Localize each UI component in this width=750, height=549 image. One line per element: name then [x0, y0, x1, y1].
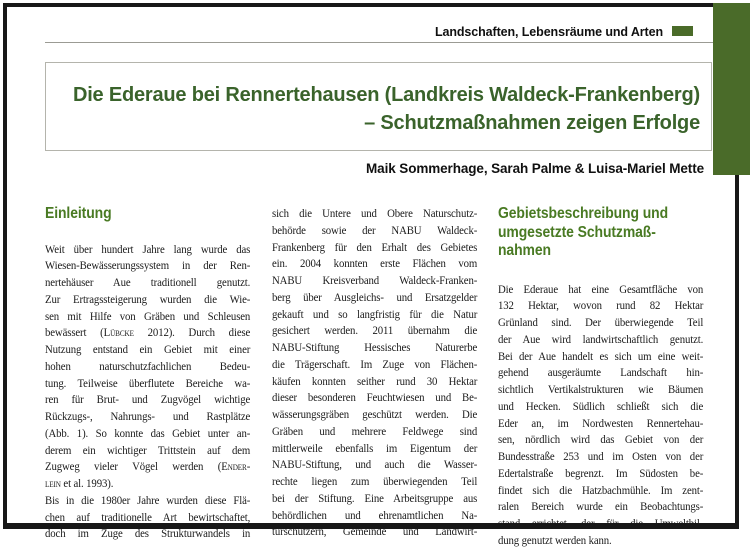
text-line: Bundesstraße 253 und im Osten von der: [498, 449, 704, 463]
header-divider-rule: [45, 42, 713, 43]
column-3: [498, 205, 704, 547]
text-line: wässerungsgräben geschützt werden. Die: [272, 407, 478, 421]
section-heading-line: umgesetzte Schutzmaß-: [498, 223, 656, 241]
text-line: und Hecken. Südlich schließt sich die: [498, 398, 704, 413]
text-line: Bis in die 1980er Jahre wurden diese Flä-: [45, 492, 251, 507]
brand-green-bar: [713, 3, 750, 175]
text-line: Nutzung entstand ein Gebiet mit einer: [45, 342, 251, 356]
text-line: bewässert (Lübcke 2012). Durch diese: [45, 325, 251, 340]
text-line: dung genutzt werden kann.: [498, 532, 612, 547]
text-line: sen mit Hilfe von Gräben und Schleusen: [45, 308, 251, 323]
text-line: hohen naturschutzfachlichen Bedeu-: [45, 358, 251, 373]
article-title-line2: – Schutzmaßnahmen zeigen Erfolge: [364, 112, 700, 134]
text-line: ren für Brut- und Zugvögel wichtige: [45, 392, 251, 407]
text-line: behördlichen und ehrenamtlichen Na-: [272, 507, 478, 522]
text-line: Edertalstraße begrenzt. Im Südosten be-: [498, 465, 704, 480]
text-line: berg über Ausgleichs- und Ersatzgelder: [272, 289, 478, 304]
authors-line: Maik Sommerhage, Sarah Palme & Luisa-Mariel Mette: [366, 161, 704, 176]
text-line: die Trägerschaft. Im Zuge von Flächen-: [272, 356, 478, 371]
text-line: Die Ederaue hat eine Gesamtfläche von: [498, 281, 704, 296]
text-line: ralen Bereich wurde ein Beobachtungs-: [498, 499, 704, 514]
text-line: Zur Ertragssteigerung wurden die Wie-: [45, 291, 251, 306]
text-line: Eder an, im Nordwesten Rennertehau-: [498, 415, 704, 430]
text-line: turschützern, Gemeinde und Landwirt-: [272, 524, 478, 539]
text-line: gesichert werden. 2011 übernahm die: [272, 323, 478, 338]
text-line: Weit über hundert Jahre lang wurde das: [45, 241, 251, 256]
text-line: Bei der Aue handelt es sich um eine weit-: [498, 348, 704, 363]
text-line: nertehäuser Aue traditionell genutzt.: [45, 275, 251, 289]
article-title: [73, 81, 700, 137]
category-marker-square-icon: [672, 26, 693, 36]
text-line: (Abb. 1). So konnte das Gebiet unter an-: [45, 425, 251, 440]
text-line: mittlerweile ebenfalls im Eigentum der: [272, 440, 478, 455]
text-line: der Aue wird landwirtschaftlich genutzt.: [498, 331, 704, 346]
text-line: gekauft und so langfristig für die Natur: [272, 306, 478, 321]
text-line: Frankenberg für den Erhalt des Gebietes: [272, 239, 478, 254]
text-line: Gräben und mehrere Feldwege sind: [272, 423, 478, 438]
text-line: behörde sowie der NABU Waldeck-: [272, 222, 478, 237]
text-line: NABU Kreisverband Waldeck-Franken-: [272, 273, 478, 287]
article-title-line1: Die Ederaue bei Rennertehausen (Landkreis Waldeck-Frankenberg): [72, 84, 700, 106]
column-3-body: [498, 281, 703, 549]
text-line: lein et al. 1993).: [45, 476, 114, 490]
text-line: Grünland sind. Der überwiegende Teil: [498, 315, 704, 329]
text-line: chen auf traditionelle Art bewirtschaftet,: [45, 509, 251, 524]
text-line: käufen konnten seither rund 30 Hektar: [272, 373, 478, 388]
text-line: doch im Zuge des Strukturwandels in: [45, 526, 251, 541]
text-line: Wiesen-Bewässerungssystem in der Ren-: [45, 258, 251, 273]
column-2-body: [272, 205, 477, 540]
text-line: Zugweg vieler Vögel werden (Ender-: [45, 459, 251, 474]
text-line: bei der Stiftung. Eine Arbeitsgruppe aus: [272, 490, 478, 505]
text-line: dieser besonderen Feuchtwiesen und Be-: [272, 390, 478, 405]
text-line: Rückzugs-, Nahrungs- und Rastplätze: [45, 409, 251, 423]
category-header: [50, 25, 693, 39]
text-line: sen, nördlich wird das Gebiet von der: [498, 432, 704, 447]
section-heading-line: nahmen: [498, 242, 551, 259]
column-1-body: [45, 241, 250, 543]
text-line: rechte liegen zum überwiegenden Teil: [272, 474, 478, 488]
text-line: gehend ausgeräumte Landschaft hin-: [498, 365, 704, 380]
text-line: ein. 2004 konnten erste Flächen vom: [272, 256, 478, 271]
section-heading-gebietsbeschreibung: [498, 205, 703, 261]
text-line: sich die Untere und Obere Naturschutz-: [272, 206, 478, 220]
text-line: NABU-Stiftung, und auch die Wasser-: [272, 457, 478, 472]
text-line: stand errichtet, der für die Umweltbil-: [498, 516, 704, 530]
text-line: derem ein wichtiger Trittstein auf dem: [45, 442, 251, 457]
text-line: sichtlich Vertikalstrukturen wie Bäumen: [498, 382, 704, 396]
category-label: Landschaften, Lebensräume und Arten: [434, 25, 663, 39]
section-heading-einleitung: Einleitung: [45, 205, 112, 222]
column-2: [272, 205, 478, 539]
text-line: findet sich die Hatzbachmühle. Im zent-: [498, 482, 704, 497]
text-line: NABU-Stiftung Hessisches Naturerbe: [272, 340, 478, 354]
section-heading-line: Gebietsbeschreibung und: [498, 205, 669, 222]
article-title-box: [45, 62, 712, 151]
column-1: [45, 205, 251, 541]
text-line: tung. Teilweise überflutete Bereiche wa-: [45, 375, 251, 390]
text-line: 132 Hektar, wovon rund 82 Hektar: [498, 298, 704, 313]
